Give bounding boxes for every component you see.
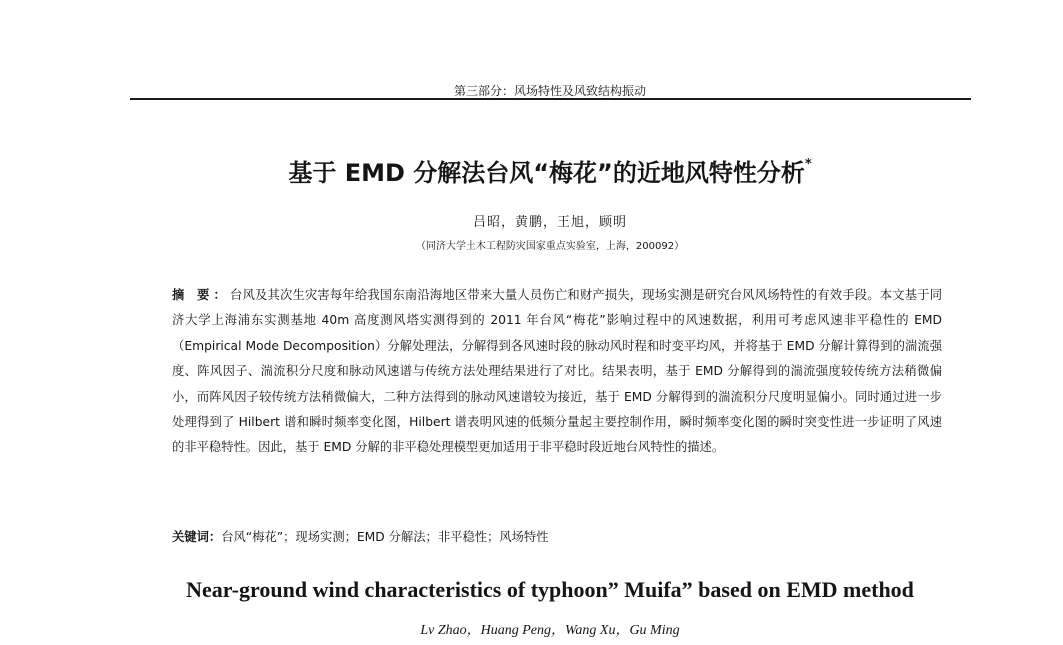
keywords-text: 台风“梅花”；现场实测；EMD 分解法；非平稳性；风场特性 xyxy=(221,530,549,544)
authors-cn: 吕昭，黄鹏，王旭，顾明 xyxy=(472,215,627,230)
running-head: 第三部分：风场特性及风致结构振动 xyxy=(453,84,646,98)
paper-title-en: Near-ground wind characteristics of typhoon” Muifa” based on EMD method xyxy=(186,577,914,602)
header-rule xyxy=(130,98,971,100)
paper-title-cn xyxy=(120,153,980,189)
abstract-text: 台风及其次生灾害每年给我国东南沿海地区带来大量人员伤亡和财产损失，现场实测是研究台风风场特性的有效手段。本文基于同济大学上海浦东实测基地 40m 高度测风塔实测得到的 2011 年台风“梅花”影响过程中的风速数据，利用可考虑风速非平稳性的 EMD（Empirical Mode Decomposition）分解处理法，分解得到各风速时段的脉动风时程和时变平均风，并将基于 EMD 分解计算得到的湍流强度、阵风因子、湍流积分尺度和脉动风速谱与传统方法处理结果进行了对比。结果表明，基于 EMD 分解得到的湍流强度较传统方法稍微偏小，而阵风因子较传统方法稍微偏大，二种方法得到的脉动风速谱较为接近，基于 EMD 分解得到的湍流积分尺度明显偏小。同时通过进一步处理得到了 Hilbert 谱和瞬时频率变化图，Hilbert 谱表明风速的低频分量起主要控制作用，瞬时频率变化图的瞬时突变性进一步证明了风速的非平稳特性。因此，基于 EMD 分解的非平稳处理模型更加适用于非平稳时段近地台风特性的描述。 xyxy=(172,288,942,455)
abstract-cn xyxy=(172,283,942,461)
keywords-cn xyxy=(172,527,942,547)
keywords-label: 关键词： xyxy=(172,530,222,544)
paper-title-cn-text: 基于 EMD 分解法台风“梅花”的近地风特性分析 xyxy=(288,159,805,187)
affiliation-cn: （同济大学土木工程防灾国家重点实验室，上海，200092） xyxy=(415,241,685,252)
title-footnote-mark: * xyxy=(804,157,812,172)
authors-en: Lv Zhao，Huang Peng，Wang Xu，Gu Ming xyxy=(420,623,680,638)
abstract-label: 摘 要： xyxy=(172,288,230,302)
